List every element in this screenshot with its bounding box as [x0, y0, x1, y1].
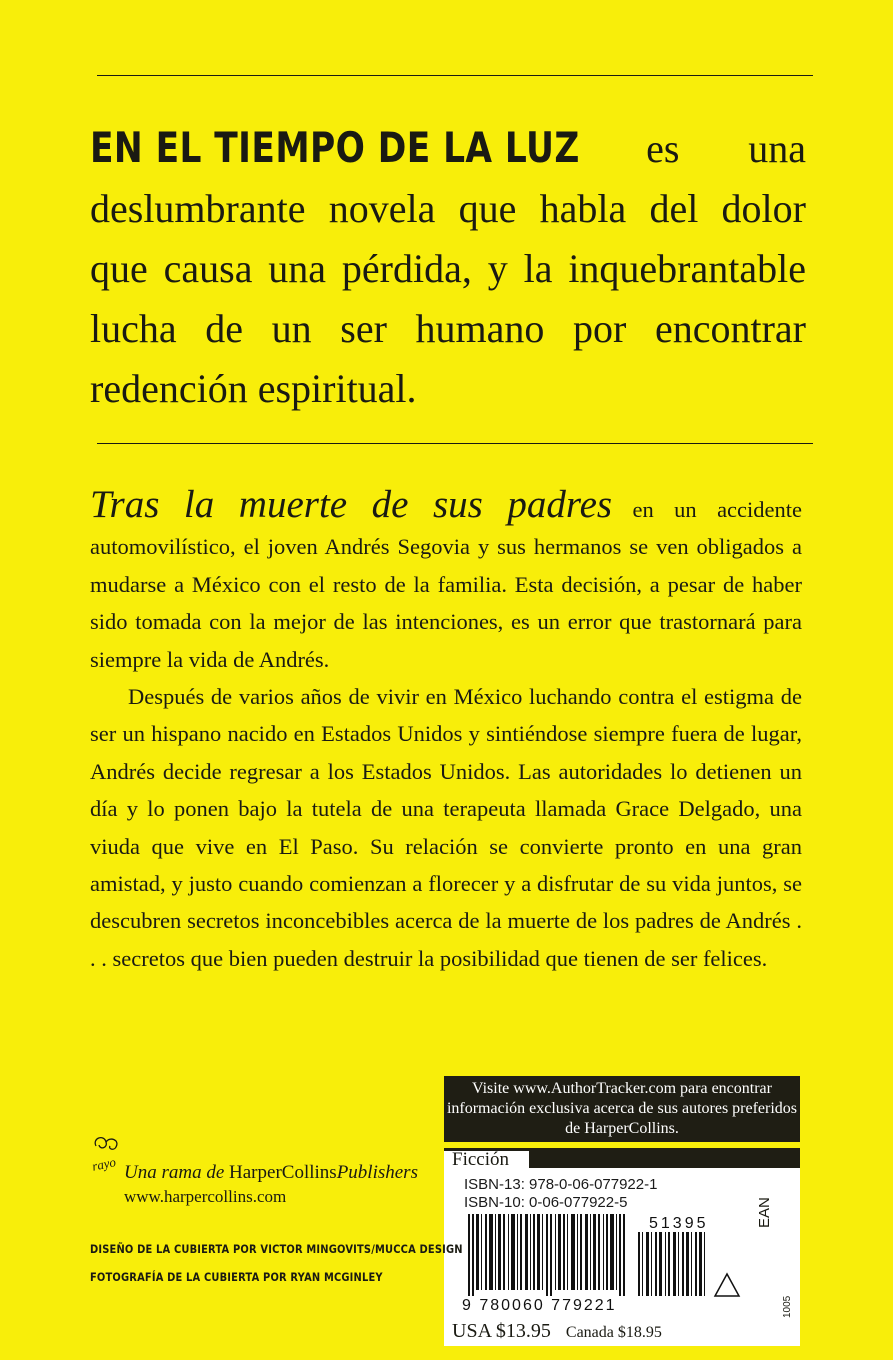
middle-rule	[97, 443, 813, 444]
author-tracker-box	[444, 1076, 800, 1142]
category-bar	[444, 1148, 800, 1168]
barcode-ean-digits: 9 780060 779221	[462, 1297, 617, 1314]
category-bar-fill	[529, 1151, 800, 1168]
book-title: EN EL TIEMPO DE LA LUZ	[90, 123, 580, 172]
synopsis	[90, 483, 803, 977]
lede-text: es una deslumbrante novela que habla del dolor que causa una pérdida, y la inquebrantable lucha de un ser humano por encontrar redención espiritual.	[90, 126, 807, 411]
svg-text:rayo: rayo	[90, 1154, 118, 1174]
barcode-image	[462, 1214, 752, 1314]
author-tracker-text: Visite www.AuthorTracker.com para encontrar información exclusiva acerca de sus autores preferidos de HarperCollins.	[446, 1080, 798, 1137]
synopsis-paragraph-2: Después de varios años de vivir en México luchando contra el estigma de ser un hispano nacido en Estados Unidos y sintiéndose siempre fuera de lugar, Andrés decide regresar a los Estados Unidos. Las autoridades lo detienen un día y lo ponen bajo la tutela de una terapeuta llamada Grace Delgado, una viuda que vive en El Paso. Su relación se convierte pronto en una gran amistad, y justo cuando comienzan a florecer y a disfrutar de su vida juntos, se descubren secretos inconcebibles acerca de la muerte de los padres de Andrés . . . secretos que bien pueden destruir la posibilidad que tienen de ser felices.	[90, 684, 802, 971]
synopsis-lead: Tras la muerte de sus padres	[90, 483, 613, 526]
synopsis-paragraph-1	[90, 483, 803, 678]
price-usa: USA $13.95	[452, 1320, 551, 1342]
side-code: 1005	[782, 1295, 793, 1318]
publisher-line	[124, 1162, 418, 1184]
price-line	[452, 1320, 792, 1343]
triangle-icon	[715, 1274, 739, 1296]
publisher-url: www.harpercollins.com	[124, 1187, 287, 1206]
top-rule	[97, 75, 813, 76]
isbn-10: ISBN-10: 0-06-077922-5	[464, 1194, 628, 1211]
cover-photo-credit: FOTOGRAFÍA DE LA CUBIERTA POR RYAN MCGINLEY	[90, 1270, 383, 1284]
barcode-addon-digits: 51395	[649, 1215, 709, 1232]
publisher-name: HarperCollins	[229, 1162, 337, 1183]
synopsis-p1-text: en un accidente automovilístico, el joven Andrés Segovia y sus hermanos se ven obligados a mudarse a México con el resto de la familia. Esta decisión, a pesar de haber sido tomada con la mejor de las intenciones, es un error que trastornará para siempre la vida de Andrés.	[90, 497, 803, 672]
ean-label: EAN	[756, 1197, 773, 1228]
barcode-panel	[444, 1148, 800, 1346]
cover-design-credit: DISEÑO DE LA CUBIERTA POR VICTOR MINGOVITS/MUCCA DESIGN	[90, 1242, 463, 1256]
publisher-prefix: Una rama de	[124, 1162, 225, 1183]
lede-paragraph	[90, 118, 806, 419]
isbn-13: ISBN-13: 978-0-06-077922-1	[464, 1176, 658, 1193]
rayo-logo-icon	[90, 1134, 124, 1178]
category-label: Ficción	[452, 1149, 509, 1170]
price-canada: Canada $18.95	[565, 1324, 662, 1341]
publisher-suffix: Publishers	[336, 1162, 418, 1183]
